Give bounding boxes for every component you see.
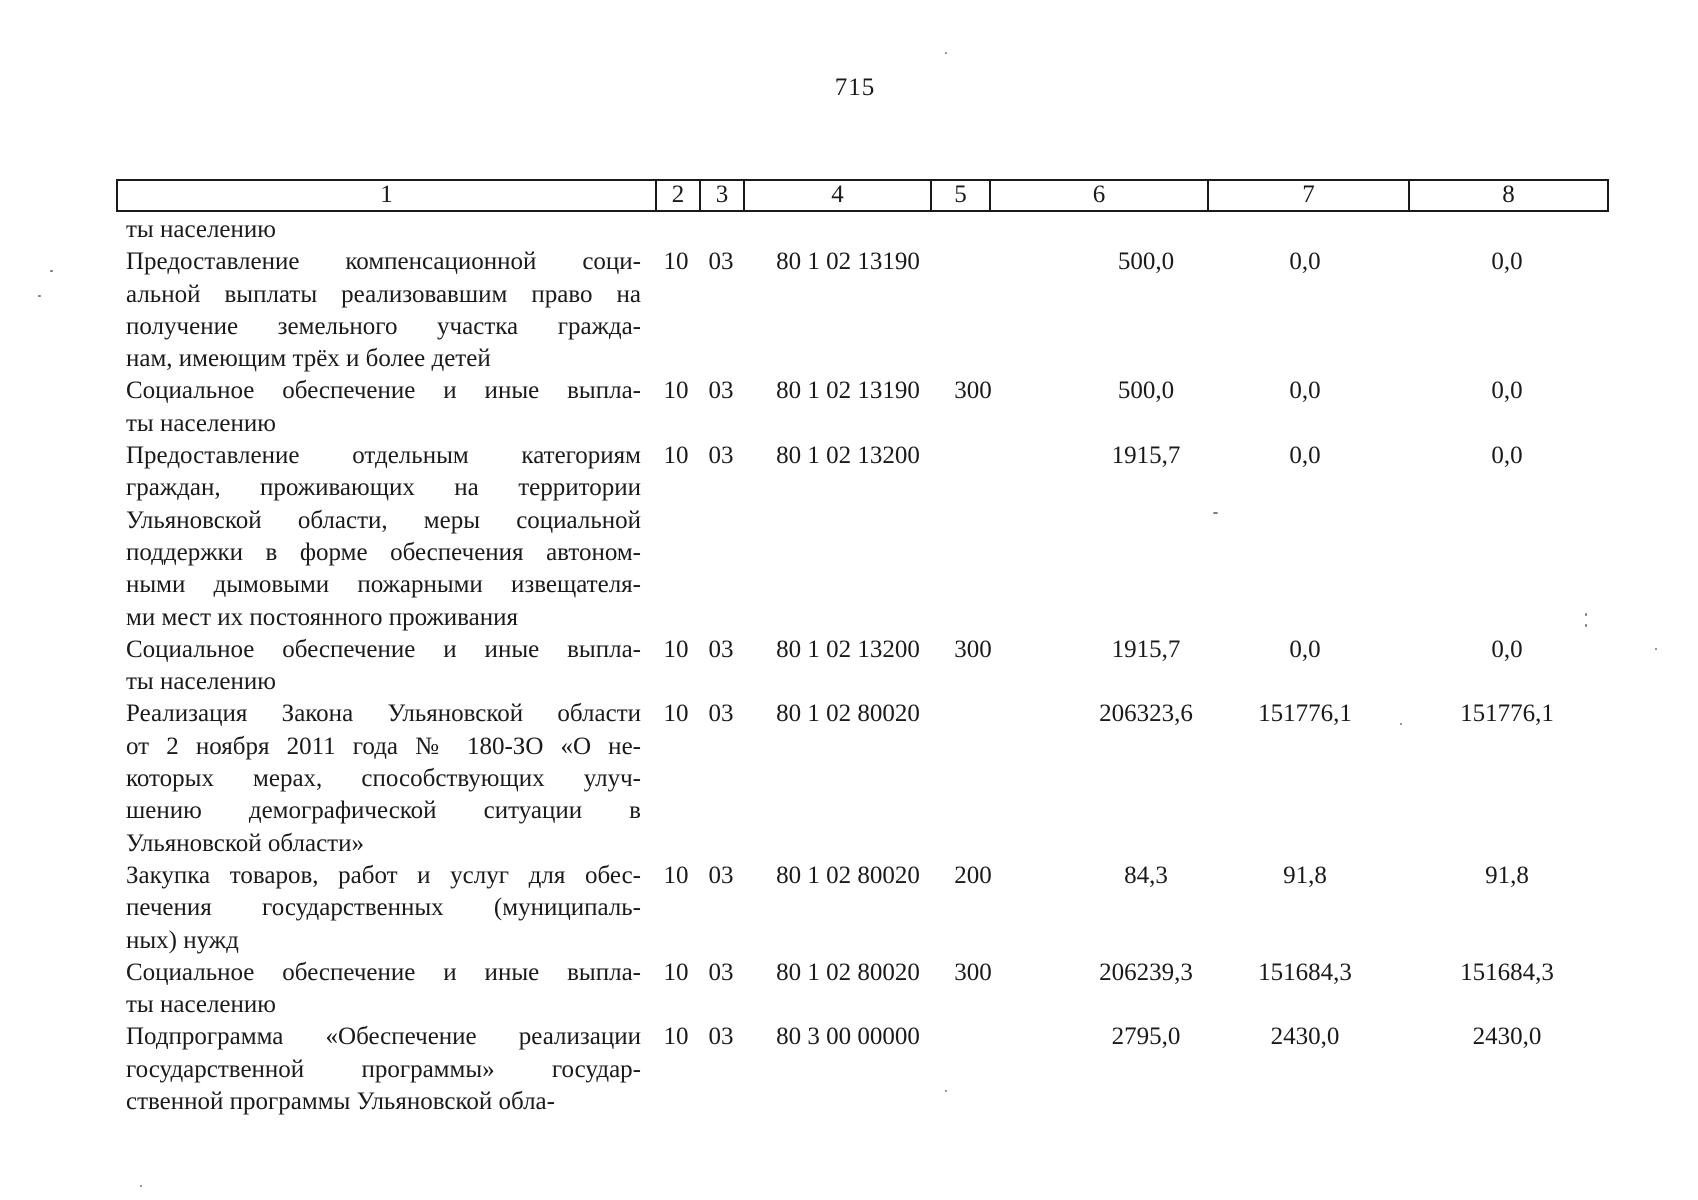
table-row <box>116 246 1616 375</box>
cell-col-7: 2430,0 <box>1270 1023 1340 1051</box>
row-name-line: ных) нужд <box>126 926 239 954</box>
row-name-line: Ульяновской области» <box>126 829 364 857</box>
cell-col-7: 151776,1 <box>1258 700 1352 728</box>
row-name-line: Социальное обеспечение и иные выпла- <box>126 377 641 405</box>
cell-col-7: 0,0 <box>1289 377 1321 405</box>
scan-speck <box>140 1185 142 1187</box>
cell-col-8: 0,0 <box>1491 442 1523 470</box>
cell-col-6: 206323,6 <box>1099 700 1193 728</box>
cell-col-8: 2430,0 <box>1472 1023 1542 1051</box>
cell-col-2: 10 <box>663 635 689 663</box>
row-name-line: ственной программы Ульяновской обла- <box>126 1088 555 1116</box>
header-col-3: 3 <box>701 181 745 210</box>
cell-col-3: 03 <box>708 958 734 986</box>
table-row <box>116 214 1616 246</box>
cell-col-5: 200 <box>954 861 992 889</box>
row-name <box>116 634 641 699</box>
row-name-line: шению демографической ситуации в <box>126 797 641 825</box>
cell-col-6: 500,0 <box>1117 248 1175 276</box>
table-row <box>116 375 1616 440</box>
cell-col-6: 2795,0 <box>1111 1023 1181 1051</box>
row-name-line: альной выплаты реализовавшим право на <box>126 280 641 308</box>
cell-col-6: 1915,7 <box>1111 442 1181 470</box>
cell-col-6: 206239,3 <box>1099 958 1193 986</box>
row-name-line: которых мерах, способствующих улуч- <box>126 765 641 793</box>
scan-speck <box>1213 512 1218 514</box>
row-name-line: Социальное обеспечение и иные выпла- <box>126 635 641 663</box>
cell-col-2: 10 <box>663 861 689 889</box>
row-name-line: граждан, проживающих на территории <box>126 474 641 502</box>
cell-col-4: 80 1 02 13190 <box>776 248 920 276</box>
table-header <box>116 179 1609 212</box>
table-row <box>116 634 1616 699</box>
row-name-line: нам, имеющим трёх и более детей <box>126 345 491 373</box>
scan-speck <box>1400 723 1402 725</box>
cell-col-3: 03 <box>708 248 734 276</box>
scan-speck <box>38 295 41 297</box>
cell-col-4: 80 3 00 00000 <box>776 1023 920 1051</box>
cell-col-3: 03 <box>708 377 734 405</box>
cell-col-4: 80 1 02 13200 <box>776 442 920 470</box>
cell-col-3: 03 <box>708 442 734 470</box>
cell-col-4: 80 1 02 13190 <box>776 377 920 405</box>
cell-col-8: 0,0 <box>1491 635 1523 663</box>
row-name-line: Предоставление компенсационной соци- <box>126 248 641 276</box>
cell-col-5: 300 <box>954 958 992 986</box>
cell-col-2: 10 <box>663 700 689 728</box>
cell-col-6: 84,3 <box>1124 861 1168 889</box>
row-name <box>116 860 641 957</box>
row-name-line: ты населению <box>126 668 276 696</box>
scan-speck <box>1655 648 1657 650</box>
cell-col-8: 0,0 <box>1491 377 1523 405</box>
row-name-line: ми мест их постоянного проживания <box>126 603 518 631</box>
cell-col-8: 91,8 <box>1485 861 1529 889</box>
cell-col-7: 151684,3 <box>1258 958 1352 986</box>
cell-col-7: 0,0 <box>1289 248 1321 276</box>
cell-col-6: 500,0 <box>1117 377 1175 405</box>
row-name-line: Закупка товаров, работ и услуг для обес- <box>126 861 641 889</box>
cell-col-4: 80 1 02 80020 <box>776 861 920 889</box>
row-name-line: получение земельного участка гражда- <box>126 312 641 340</box>
scan-speck <box>945 1090 947 1092</box>
row-name-line: поддержки в форме обеспечения автоном- <box>126 538 641 566</box>
row-name <box>116 698 641 859</box>
row-name-line: Подпрограмма «Обеспечение реализации <box>126 1023 641 1051</box>
row-name <box>116 440 641 634</box>
row-name <box>116 957 641 1022</box>
row-name <box>116 1021 641 1118</box>
cell-col-8: 151776,1 <box>1460 700 1554 728</box>
row-name-line: ты населению <box>126 216 276 243</box>
cell-col-7: 0,0 <box>1289 442 1321 470</box>
scan-speck <box>945 52 947 54</box>
table-row <box>116 698 1616 859</box>
cell-col-2: 10 <box>663 377 689 405</box>
cell-col-2: 10 <box>663 1023 689 1051</box>
cell-col-5: 300 <box>954 377 992 405</box>
row-name <box>116 375 641 440</box>
header-col-1: 1 <box>118 181 657 210</box>
cell-col-3: 03 <box>708 861 734 889</box>
cell-col-2: 10 <box>663 248 689 276</box>
row-name-line: Социальное обеспечение и иные выпла- <box>126 958 641 986</box>
row-name-line: ты населению <box>126 991 276 1019</box>
row-name-line: ными дымовыми пожарными извещателя- <box>126 571 641 599</box>
row-name-line: Реализация Закона Ульяновской области <box>126 700 641 728</box>
row-name-line: печения государственных (муниципаль- <box>126 894 641 922</box>
row-name-line: ты населению <box>126 409 276 437</box>
table-row <box>116 1021 1616 1118</box>
table-body <box>116 214 1616 1118</box>
cell-col-3: 03 <box>708 635 734 663</box>
scan-speck <box>1585 613 1587 616</box>
header-col-6: 6 <box>991 181 1209 210</box>
cell-col-4: 80 1 02 80020 <box>776 958 920 986</box>
cell-col-3: 03 <box>708 700 734 728</box>
scan-speck <box>1585 624 1587 627</box>
table-row <box>116 860 1616 957</box>
header-col-7: 7 <box>1209 181 1410 210</box>
cell-col-2: 10 <box>663 958 689 986</box>
page-number: 715 <box>834 74 876 101</box>
cell-col-8: 0,0 <box>1491 248 1523 276</box>
header-col-2: 2 <box>657 181 701 210</box>
cell-col-6: 1915,7 <box>1111 635 1181 663</box>
header-col-5: 5 <box>932 181 991 210</box>
cell-col-8: 151684,3 <box>1460 958 1554 986</box>
row-name <box>116 246 641 375</box>
cell-col-2: 10 <box>663 442 689 470</box>
table-row <box>116 957 1616 1022</box>
scan-speck <box>50 270 53 272</box>
cell-col-4: 80 1 02 80020 <box>776 700 920 728</box>
row-name-line: Предоставление отдельным категориям <box>126 442 641 470</box>
cell-col-7: 0,0 <box>1289 635 1321 663</box>
row-name-line: от 2 ноября 2011 года № 180-ЗО «О не- <box>126 732 641 760</box>
cell-col-4: 80 1 02 13200 <box>776 635 920 663</box>
header-col-4: 4 <box>745 181 932 210</box>
row-name-line: Ульяновской области, меры социальной <box>126 506 641 534</box>
cell-col-3: 03 <box>708 1023 734 1051</box>
header-col-8: 8 <box>1502 181 1515 208</box>
cell-col-5: 300 <box>954 635 992 663</box>
row-name <box>116 214 641 246</box>
table-row <box>116 440 1616 634</box>
row-name-line: государственной программы» государ- <box>126 1055 641 1083</box>
cell-col-7: 91,8 <box>1283 861 1327 889</box>
